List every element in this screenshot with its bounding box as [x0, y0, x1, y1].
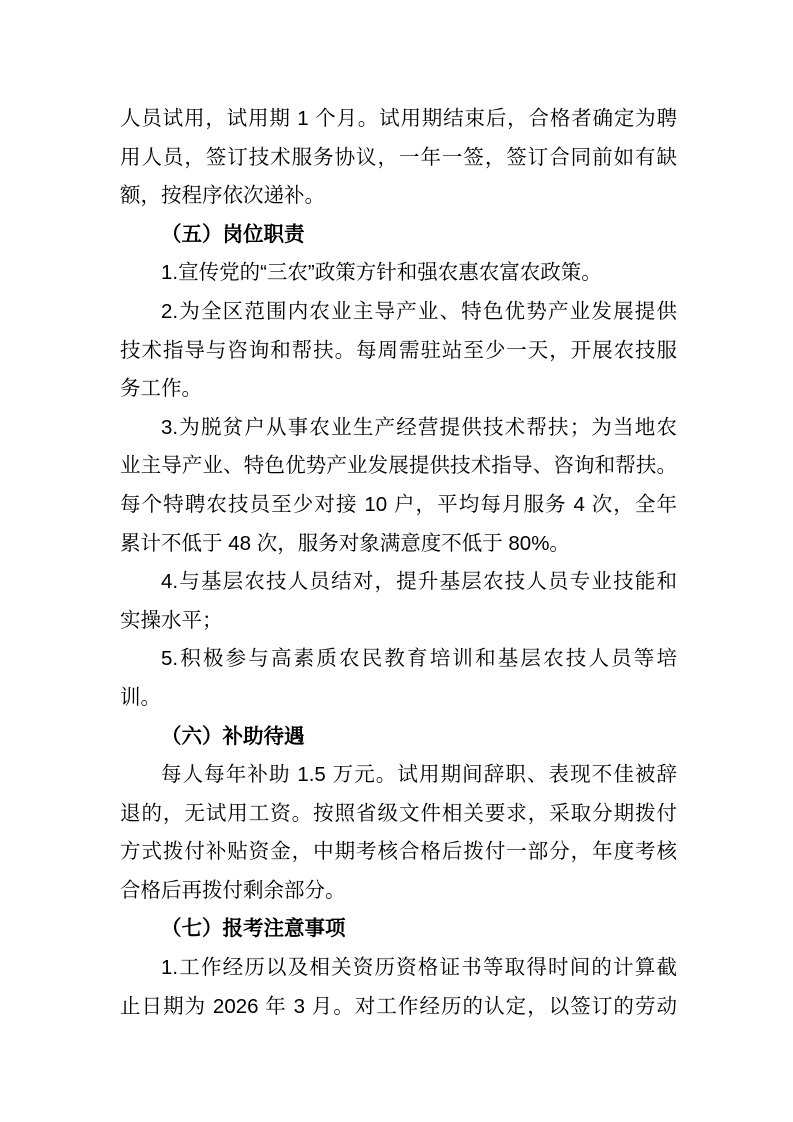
text-line: 1.工作经历以及相关资历资格证书等取得时间的计算截: [161, 956, 677, 980]
text-line: 1.宣传党的“三农”政策方针和强农惠农富农政策。: [161, 261, 602, 285]
text-line: 实操水平；: [120, 608, 223, 632]
document-text-block: [120, 100, 677, 1026]
text-line: 人员试用，试用期 1 个月。试用期结束后，合格者确定为聘: [120, 107, 677, 130]
text-line: 2.为全区范围内农业主导产业、特色优势产业发展提供: [161, 299, 677, 323]
text-line: 用人员，签订技术服务协议，一年一签，签订合同前如有缺: [120, 145, 677, 169]
section-heading: （五）岗位职责: [161, 222, 305, 246]
text-line: 方式拨付补贴资金，中期考核合格后拨付一部分，年度考核: [120, 840, 677, 864]
text-line: 每个特聘农技员至少对接 10 户，平均每月服务 4 次，全年: [120, 492, 677, 516]
text-line: 止日期为 2026 年 3 月。对工作经历的认定，以签订的劳动: [120, 994, 677, 1018]
text-line: 5.积极参与高素质农民教育培训和基层农技人员等培: [161, 647, 677, 671]
text-line: 退的，无试用工资。按照省级文件相关要求，采取分期拨付: [120, 801, 677, 825]
text-line: 额，按程序依次递补。: [120, 184, 325, 208]
text-line: 训。: [120, 685, 161, 709]
text-line: 3.为脱贫户从事农业生产经营提供技术帮扶；为当地农: [161, 415, 677, 439]
text-line: 每人每年补助 1.5 万元。试用期间辞职、表现不佳被辞: [161, 763, 677, 787]
section-heading: （六）补助待遇: [161, 724, 305, 748]
text-line: 业主导产业、特色优势产业发展提供技术指导、咨询和帮扶。: [120, 454, 677, 478]
text-line: 累计不低于 48 次，服务对象满意度不低于 80%。: [120, 531, 570, 555]
text-line: 合格后再拨付剩余部分。: [120, 878, 346, 902]
text-line: 4.与基层农技人员结对，提升基层农技人员专业技能和: [161, 570, 677, 594]
text-line: 技术指导与咨询和帮扶。每周需驻站至少一天，开展农技服: [120, 338, 677, 362]
section-heading: （七）报考注意事项: [161, 917, 346, 941]
text-line: 务工作。: [120, 377, 202, 401]
